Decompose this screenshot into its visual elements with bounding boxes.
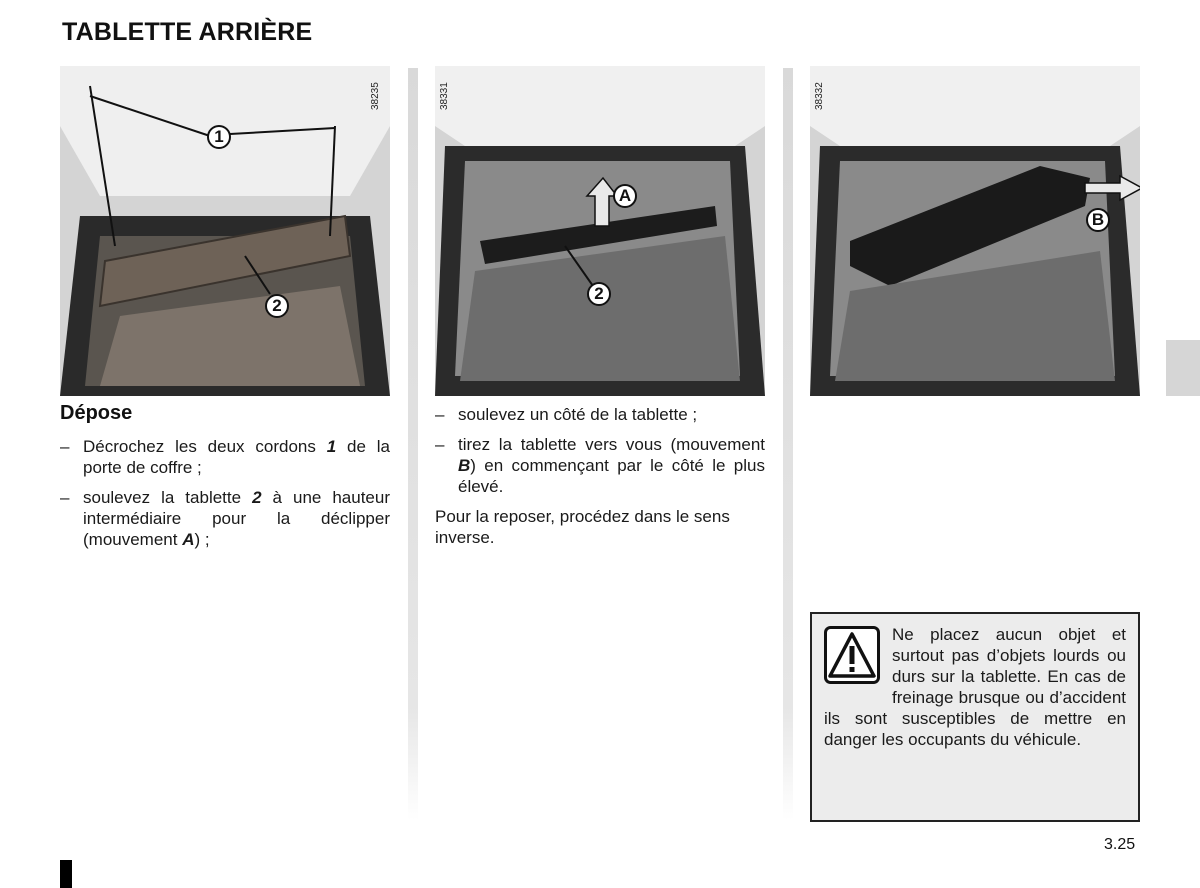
removal-steps-list bbox=[60, 436, 390, 559]
trunk-photo-2 bbox=[435, 66, 765, 396]
page-title: TABLETTE ARRIÈRE bbox=[62, 18, 313, 46]
list-item: – Décrochez les deux cordons 1 de la porte de coffre ; bbox=[60, 437, 390, 477]
column-divider-right bbox=[783, 68, 793, 820]
figure-lift-shelf bbox=[435, 66, 765, 396]
trunk-photo-1 bbox=[60, 66, 390, 396]
callout-B: B bbox=[1086, 208, 1110, 232]
figure-code: 38235 bbox=[370, 82, 381, 110]
callout-2: 2 bbox=[587, 282, 611, 306]
warning-text: Ne placez aucun objet et surtout pas d’objets lourds ou durs sur la tablette. En cas de freinage brusque ou d’accident ils sont susceptibles de mettre en danger les occupants du véhicule. bbox=[824, 625, 1126, 749]
callout-A: A bbox=[613, 184, 637, 208]
list-dash: – bbox=[60, 437, 70, 456]
ref-letter: A bbox=[182, 530, 195, 549]
figure-remove-cords bbox=[60, 66, 390, 396]
callout-1: 1 bbox=[207, 125, 231, 149]
warning-box bbox=[810, 612, 1140, 822]
warning-triangle-icon bbox=[824, 626, 880, 684]
ref-letter: B bbox=[458, 456, 471, 475]
list-item: – soulevez un côté de la tablette ; bbox=[435, 405, 698, 424]
list-item: – tirez la tablette vers vous (mouvement B) en commençant par le côté le plus élevé. bbox=[435, 435, 765, 496]
figure-pull-shelf bbox=[810, 66, 1140, 396]
crop-mark bbox=[60, 860, 72, 888]
ref-number: 2 bbox=[252, 488, 262, 507]
list-dash: – bbox=[60, 488, 70, 507]
removal-steps-continued bbox=[435, 404, 765, 506]
list-item: – soulevez la tablette 2 à une hauteur intermédiaire pour la déclipper (mouvement A) ; bbox=[60, 488, 390, 549]
section-heading: Dépose bbox=[60, 402, 133, 424]
figure-code: 38332 bbox=[814, 82, 825, 110]
trunk-photo-3 bbox=[810, 66, 1140, 396]
refit-paragraph: Pour la reposer, procédez dans le sens inverse. bbox=[435, 507, 730, 547]
column-divider-left bbox=[408, 68, 418, 820]
list-dash: – bbox=[435, 435, 445, 454]
ref-number: 1 bbox=[326, 437, 337, 456]
list-dash: – bbox=[435, 405, 445, 424]
chapter-tab-marker bbox=[1166, 340, 1200, 396]
callout-2: 2 bbox=[265, 294, 289, 318]
page-number: 3.25 bbox=[1104, 836, 1136, 853]
figure-code: 38331 bbox=[439, 82, 450, 110]
